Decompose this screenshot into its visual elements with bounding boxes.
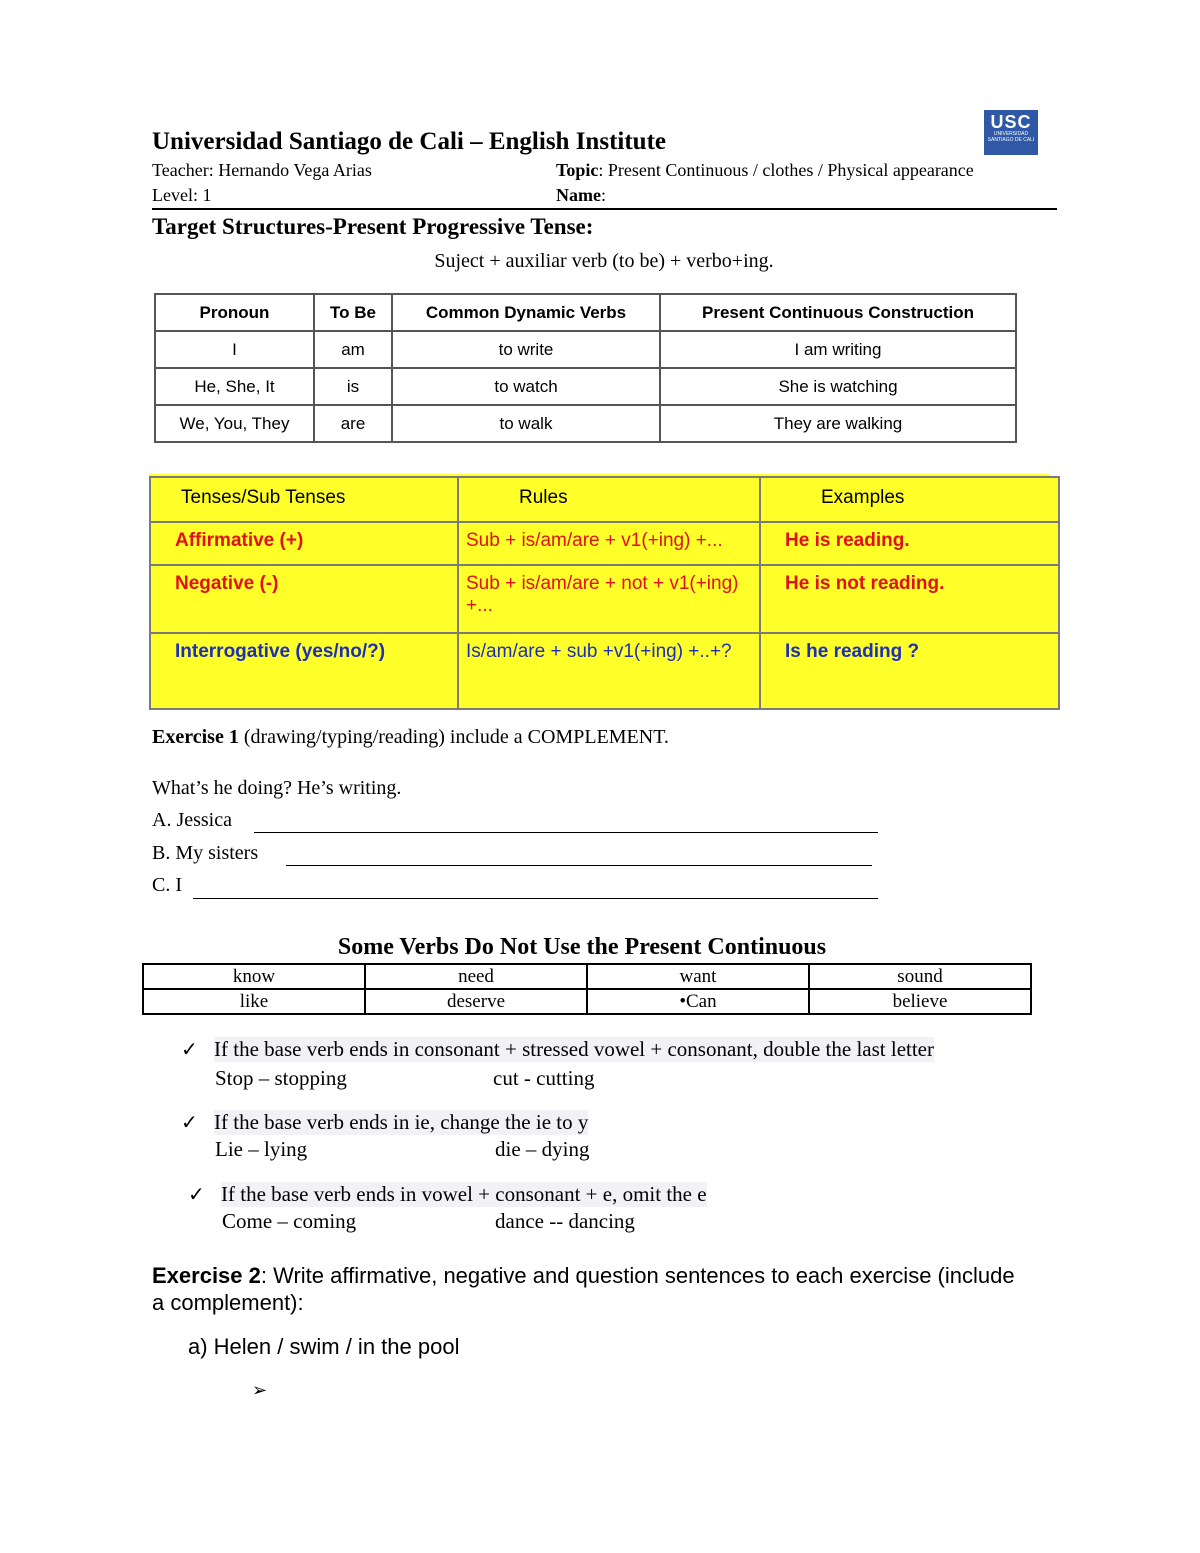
table-row xyxy=(150,633,1059,709)
rule-text: If the base verb ends in vowel + consonant + e, omit the e xyxy=(221,1182,707,1206)
rule-example: cut - cutting xyxy=(493,1066,595,1090)
pronoun-table xyxy=(154,293,1017,443)
verb-cell: •Can xyxy=(587,989,809,1014)
formula-text: Suject + auxiliar verb (to be) + verbo+ing. xyxy=(434,250,774,272)
logo-subtext: UNIVERSIDAD SANTIAGO DE CALI xyxy=(987,131,1035,143)
exercise2-heading xyxy=(152,1262,1032,1316)
target-structures-heading: Target Structures-Present Progressive Tense: xyxy=(152,214,594,239)
table-row xyxy=(150,522,1059,565)
header-cell: Pronoun xyxy=(155,294,314,331)
verb-cell: believe xyxy=(809,989,1031,1014)
name-label: Name xyxy=(556,185,601,205)
answer-blank-b[interactable] xyxy=(286,865,872,866)
tense-rules-table xyxy=(149,476,1060,710)
table-cell: to write xyxy=(392,331,660,368)
example-cell: He is not reading. xyxy=(760,565,1059,633)
table-header-row xyxy=(155,294,1016,331)
header-cell: Examples xyxy=(760,477,1059,522)
logo-text: USC xyxy=(990,112,1032,132)
checkmark-icon: ✓ xyxy=(181,1110,198,1134)
header-cell: Rules xyxy=(458,477,760,522)
example-cell: He is reading. xyxy=(760,522,1059,565)
table-cell: We, You, They xyxy=(155,405,314,442)
answer-blank-a[interactable] xyxy=(254,832,878,833)
rule-example: die – dying xyxy=(495,1137,590,1161)
table-row xyxy=(155,405,1016,442)
verb-cell: deserve xyxy=(365,989,587,1014)
table-cell: She is watching xyxy=(660,368,1016,405)
rule-example: Come – coming xyxy=(222,1209,357,1233)
table-cell: to watch xyxy=(392,368,660,405)
exercise2-instruction: : Write affirmative, negative and question sentences to each exercise (include a complement): xyxy=(152,1263,1015,1315)
teacher-label: Teacher: xyxy=(152,160,214,180)
header-cell: Tenses/Sub Tenses xyxy=(150,477,458,522)
table-row xyxy=(143,964,1031,989)
table-cell: I am writing xyxy=(660,331,1016,368)
topic-line xyxy=(556,160,974,181)
table-row xyxy=(155,331,1016,368)
exercise2-item-a: a) Helen / swim / in the pool xyxy=(188,1334,460,1359)
header-cell: Common Dynamic Verbs xyxy=(392,294,660,331)
exercise1-item-a: A. Jessica xyxy=(152,809,232,831)
checkmark-icon: ✓ xyxy=(181,1037,198,1061)
header-cell: To Be xyxy=(314,294,392,331)
level-label: Level: xyxy=(152,185,198,205)
name-field[interactable] xyxy=(556,185,606,206)
exercise1-item-b: B. My sisters xyxy=(152,842,259,864)
rule-text: If the base verb ends in ie, change the ie to y xyxy=(214,1110,589,1134)
exercise1-example: What’s he doing? He’s writing. xyxy=(152,777,402,799)
header-divider xyxy=(152,208,1057,210)
table-cell: He, She, It xyxy=(155,368,314,405)
rule-cell: Sub + is/am/are + not + v1(+ing) +... xyxy=(458,565,760,633)
header-cell: Present Continuous Construction xyxy=(660,294,1016,331)
rule-example: Lie – lying xyxy=(215,1137,308,1161)
level-line xyxy=(152,185,211,206)
example-cell: Is he reading ? xyxy=(760,633,1059,709)
rule-example: Stop – stopping xyxy=(215,1066,347,1090)
checkmark-icon: ✓ xyxy=(188,1182,205,1206)
name-colon: : xyxy=(600,185,606,205)
stative-verbs-heading: Some Verbs Do Not Use the Present Continuous xyxy=(337,934,827,960)
verb-cell: want xyxy=(587,964,809,989)
exercise1-heading xyxy=(152,726,669,749)
verb-cell: like xyxy=(143,989,365,1014)
table-cell: They are walking xyxy=(660,405,1016,442)
tense-cell: Affirmative (+) xyxy=(150,522,458,565)
verb-cell: know xyxy=(143,964,365,989)
tense-cell: Negative (-) xyxy=(150,565,458,633)
exercise1-instruction: (drawing/typing/reading) include a COMPLEMENT. xyxy=(238,726,669,748)
table-row xyxy=(155,368,1016,405)
table-cell: I xyxy=(155,331,314,368)
teacher-line xyxy=(152,160,372,181)
level-value: 1 xyxy=(202,185,212,205)
rule-cell: Is/am/are + sub +v1(+ing) +..+? xyxy=(458,633,760,709)
topic-label: Topic xyxy=(556,160,599,180)
table-cell: is xyxy=(314,368,392,405)
table-cell: am xyxy=(314,331,392,368)
rule-example: dance -- dancing xyxy=(495,1209,635,1233)
exercise2-label: Exercise 2 xyxy=(152,1263,261,1288)
exercise1-label: Exercise 1 xyxy=(152,726,239,748)
rule-cell: Sub + is/am/are + v1(+ing) +... xyxy=(458,522,760,565)
exercise1-item-c: C. I xyxy=(152,874,182,896)
table-row xyxy=(150,565,1059,633)
rule-text: If the base verb ends in consonant + stressed vowel + consonant, double the last letter xyxy=(214,1037,934,1061)
verb-cell: need xyxy=(365,964,587,989)
table-header-row xyxy=(150,477,1059,522)
table-cell: to walk xyxy=(392,405,660,442)
teacher-value: Hernando Vega Arias xyxy=(218,160,372,180)
table-row xyxy=(143,989,1031,1014)
arrow-bullet-icon: ➢ xyxy=(252,1380,268,1401)
document-title: Universidad Santiago de Cali – English Institute xyxy=(152,128,666,155)
tense-cell: Interrogative (yes/no/?) xyxy=(150,633,458,709)
table-cell: are xyxy=(314,405,392,442)
usc-logo xyxy=(984,110,1038,155)
topic-value: : Present Continuous / clothes / Physical appearance xyxy=(598,160,974,180)
verb-cell: sound xyxy=(809,964,1031,989)
stative-verbs-table xyxy=(142,963,1032,1015)
answer-blank-c[interactable] xyxy=(193,898,878,899)
